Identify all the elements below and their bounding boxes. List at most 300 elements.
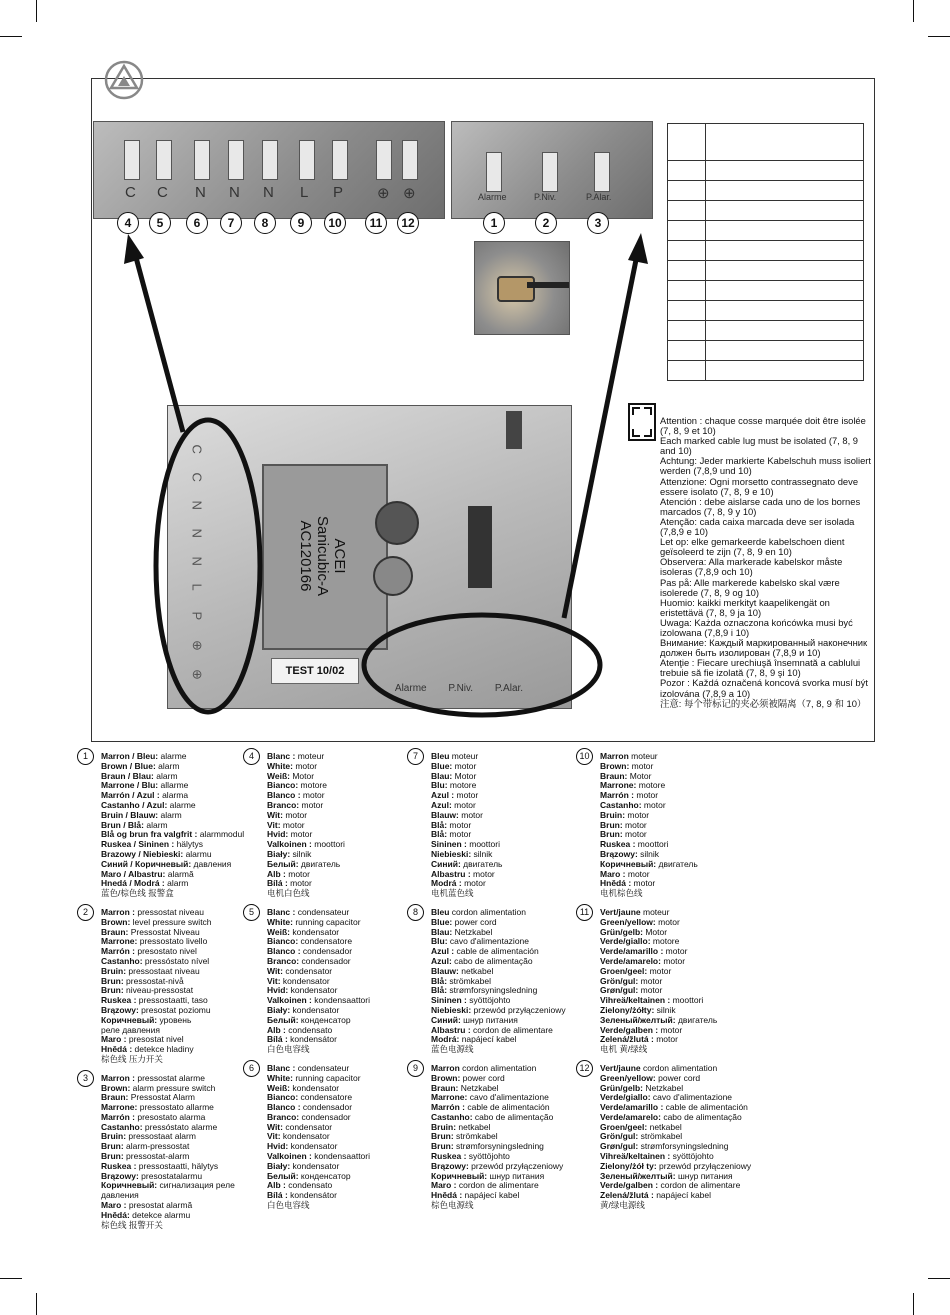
legend-desc: шнур питания (675, 1170, 733, 1181)
legend-desc: Motor (289, 770, 315, 781)
legend-item (413, 908, 583, 1055)
legend-desc: motor (622, 819, 647, 830)
legend-desc: strömkabel (453, 1131, 498, 1142)
legend-desc: motor (638, 985, 663, 996)
legend-desc: cabo de alimentação (472, 1111, 554, 1122)
legend-desc: cordon alimentation (449, 906, 526, 917)
isolation-warning-icon (628, 403, 656, 441)
legend-term: Blanc : (267, 906, 296, 917)
terminal-label: C (157, 184, 168, 201)
legend-desc: cordon de alimentare (658, 1180, 741, 1191)
warning-line: Huomio: kaikki merkityt kaapelikengät on eristettävä (7, 8, 9 ja 10) (660, 596, 830, 618)
legend-desc: kondensator (290, 1160, 340, 1171)
legend-desc: motor (663, 946, 688, 957)
legend-desc: moteur (449, 751, 479, 761)
legend-term: Hvid: (267, 829, 289, 840)
legend-term: Ruskea : (600, 839, 636, 850)
legend-desc: alarm (164, 878, 189, 889)
legend-term: Vihreä/keltainen : (600, 1151, 671, 1162)
corner-mark (644, 429, 652, 437)
legend-desc: kondensaattori (311, 1151, 370, 1162)
legend-desc: двигатель (460, 858, 503, 869)
legend-number: 5 (243, 904, 260, 921)
legend-desc: condensador (299, 1111, 351, 1122)
terminal-number: 8 (254, 212, 276, 234)
legend-term: Grün/gelb: (600, 926, 643, 937)
legend-desc: condensato (285, 1180, 333, 1191)
legend-desc: motor (631, 878, 656, 889)
legend-line (600, 889, 752, 899)
warning-line: Atención : debe aislarse cada uno de los bornes marcados (7, 8, 9 y 10) (660, 495, 861, 517)
legend-desc: pressostato allarme (137, 1102, 214, 1113)
legend-term: Brązowy: (600, 848, 638, 859)
legend-desc: Pressostat Niveau (128, 926, 200, 937)
legend-column-1 (83, 752, 253, 1239)
terminal-number: 12 (397, 212, 419, 234)
legend-desc: 电机白色线 (267, 888, 310, 899)
warning-line: Each marked cable lug must be isolated (7, 8, 9 and 10) (660, 435, 859, 457)
legend-term: Valkoinen : (267, 995, 312, 1006)
legend-term: Castanho: (101, 1121, 143, 1132)
legend-term: Modrá: (431, 1034, 460, 1045)
legend-term: Verde/galben : (600, 1180, 659, 1191)
legend-desc: motor (641, 799, 666, 810)
arrow-head-left (124, 234, 144, 264)
legend-term: Blanco : (267, 946, 301, 957)
legend-number: 8 (407, 904, 424, 921)
terminal-number: 5 (149, 212, 171, 234)
legend-term: Brun: (101, 975, 124, 986)
legend-desc: motor (660, 955, 686, 966)
board-terminal-label: N (189, 500, 205, 510)
legend-term: Biały: (267, 848, 291, 859)
legend-desc: alarm (153, 770, 178, 781)
legend-line (267, 1045, 419, 1055)
crop-mark (913, 1293, 914, 1315)
legend-desc: silnik (290, 848, 312, 859)
legend-desc: motor (625, 868, 650, 879)
legend-number: 3 (77, 1070, 94, 1087)
legend-term: Azul: (431, 799, 452, 810)
legend-term: Biały: (267, 1160, 291, 1171)
legend-term: Niebieski: (431, 848, 472, 859)
legend-desc: syöttöjohto (466, 995, 511, 1006)
callout-ellipse-right (364, 615, 600, 715)
legend-term: Brown: (101, 1082, 131, 1093)
legend-term: Blå: (431, 985, 448, 996)
legend-desc: alarma (159, 790, 189, 801)
transformer-line: ACEI (331, 538, 349, 574)
board-terminal-label: ⊕ (190, 640, 205, 652)
legend-term: Blue: (431, 916, 453, 927)
legend-term: White: (267, 760, 293, 771)
legend-desc: moteur (295, 751, 325, 761)
legend-term: Bleu (431, 906, 450, 917)
terminal-number: 6 (186, 212, 208, 234)
legend-desc: motor (625, 809, 650, 820)
terminal-label: C (125, 184, 136, 201)
legend-term: Blå: (431, 819, 448, 830)
legend-term: Azul : (431, 790, 455, 801)
warning-line: Pozor : Každá označená koncová svorka musí být izolována (7,8,9 a 10) (660, 677, 868, 699)
legend-desc: pressostaat niveau (126, 965, 200, 976)
legend-desc: motor (653, 1034, 678, 1045)
legend-desc: motor (622, 829, 647, 840)
legend-desc: Netzkabel (458, 1082, 499, 1093)
legend-term: Blå: (431, 829, 448, 840)
legend-desc: 电机蓝色线 (431, 888, 474, 899)
legend-term: Белый: (267, 1170, 299, 1181)
legend-desc: alarmmodul (197, 829, 245, 840)
legend-term: Zelená/žlutá : (600, 1190, 654, 1201)
board-terminal-label: C (189, 444, 205, 454)
terminal-number: 10 (324, 212, 346, 234)
legend-term: Зеленый/желтый: (600, 1014, 676, 1025)
crop-mark (0, 1278, 22, 1279)
legend-term: Maro / Albastru: (101, 868, 166, 879)
legend-term: Зеленый/желтый: (600, 1170, 676, 1181)
terminal-label: P.Alar. (586, 192, 612, 202)
legend-desc: motor (454, 790, 479, 801)
legend-term: Blanco : (267, 1102, 301, 1113)
legend-term: Bílá : (267, 1190, 288, 1201)
legend-desc: netkabel (456, 1121, 491, 1132)
legend-term: Zelená/žlutá : (600, 1034, 654, 1045)
legend-desc: level pressure switch (130, 916, 212, 927)
legend-desc: allarme (158, 780, 189, 791)
legend-term: Marrone: (431, 1092, 468, 1103)
legend-desc: pressostat-alarm (123, 1151, 190, 1162)
legend-desc: motor (282, 809, 308, 820)
legend-desc: presostat poziomu (138, 1004, 211, 1015)
legend-term: Zielony/żółty: (600, 1004, 655, 1015)
terminal-label: ⊕ (377, 185, 390, 202)
legend-desc: power cord (452, 916, 497, 927)
legend-term: Albastru : (431, 1024, 471, 1035)
legend-desc: конденсатор (298, 1170, 351, 1181)
legend-term: Braun: (600, 770, 628, 781)
legend-desc: конденсатор (298, 1014, 351, 1025)
legend-desc: silnik (654, 1004, 676, 1015)
legend-term: Vit: (267, 1131, 281, 1142)
legend-desc: power cord (460, 1072, 505, 1083)
legend-desc: 蓝色电源线 (431, 1044, 474, 1055)
legend-desc: 白色电容线 (267, 1200, 310, 1211)
legend-desc: napájecí kabel (653, 1190, 712, 1201)
legend-desc: cordon alimentation (459, 1062, 537, 1073)
legend-term: Brun: (600, 819, 623, 830)
legend-desc: condensador (299, 955, 351, 966)
legend-term: Castanho: (431, 1111, 473, 1122)
legend-desc: cavo d'alimentazione (467, 1092, 549, 1103)
terminal-label: L (300, 184, 309, 201)
legend-desc: condensator (282, 965, 333, 976)
legend-desc: presostato alarma (135, 1111, 206, 1122)
legend-term: Maro : (101, 1034, 127, 1045)
legend-desc: 电机棕色线 (600, 888, 643, 899)
terminal-number: 7 (220, 212, 242, 234)
corner-mark (632, 429, 640, 437)
legend-term: Marron : (101, 1072, 135, 1083)
legend-term: Blu: (431, 936, 448, 947)
legend-desc: strømforsyningsledning (453, 1141, 544, 1152)
warning-line: Atenção: cada caixa marcada deve ser isolada (7,8,9 e 10) (660, 515, 855, 538)
legend-term: Brun: (431, 1141, 454, 1152)
legend-desc: syöttöjohto (466, 1151, 510, 1162)
legend-term: Blå: (431, 975, 448, 986)
legend-desc: motor (292, 760, 318, 771)
legend-term: Green/yellow: (600, 1072, 656, 1083)
legend-term: Brun / Blå: (101, 819, 144, 830)
legend-desc: moteur (640, 906, 670, 917)
legend-desc: motor (461, 878, 486, 889)
legend-term: Groen/geel: (600, 965, 648, 976)
legend-item (579, 751, 752, 899)
legend-desc: motor (287, 878, 312, 889)
legend-term: Branco: (267, 955, 300, 966)
legend-desc: alarm (155, 760, 180, 771)
legend-term: Белый: (267, 1014, 299, 1025)
legend-desc: kondensator (288, 985, 338, 996)
legend-desc: pressostato livello (137, 936, 208, 947)
legend-desc: motor (285, 868, 310, 879)
legend-term: Bruin: (101, 965, 127, 976)
legend-term: Verde/amarillo : (600, 946, 664, 957)
legend-term: Blanc : (267, 751, 296, 761)
legend-term: Wit: (267, 1121, 283, 1132)
legend-term: Blue: (431, 760, 453, 771)
legend-desc: шнур питания (487, 1170, 545, 1181)
legend-desc: motor (299, 799, 324, 810)
legend-term: Blå og brun fra valgfrit : (101, 829, 198, 840)
legend-desc: motor (447, 819, 472, 830)
legend-item (249, 908, 419, 1055)
legend-desc: сигнализация реле (157, 1180, 235, 1191)
legend-number: 9 (407, 1060, 424, 1077)
legend-term: Albastru : (431, 868, 471, 879)
legend-term: Marrone: (600, 780, 637, 791)
legend-term: Hnědá : (600, 878, 632, 889)
legend-desc: cordon alimentation (640, 1062, 718, 1073)
callout-arrow-right (564, 250, 638, 618)
legend-term: Bílá : (267, 1034, 288, 1045)
legend-desc: syöttöjohto (670, 1151, 714, 1162)
legend-desc: kondensator (280, 975, 330, 986)
legend-number: 12 (576, 1060, 593, 1077)
legend-term: Niebieski: (431, 1004, 472, 1015)
legend-desc: motor (452, 760, 477, 771)
terminal-number: 1 (483, 212, 505, 234)
legend-term: Valkoinen : (267, 839, 312, 850)
legend-desc: pressostat alarme (135, 1072, 205, 1083)
legend-desc: pressostat niveau (135, 906, 204, 917)
legend-number: 6 (243, 1060, 260, 1077)
legend-desc: alarmu (183, 848, 212, 859)
legend-desc: давления (191, 858, 232, 869)
legend-item (83, 908, 253, 1065)
legend-term: Marron (600, 751, 629, 761)
isolation-warning-text (660, 416, 875, 709)
legend-term: Brązowy: (431, 1160, 469, 1171)
legend-desc: moottori (670, 995, 704, 1006)
legend-term: Castanho: (101, 955, 143, 966)
legend-desc: condensateur (295, 906, 350, 917)
legend-term: Bleu (431, 751, 450, 761)
legend-desc: 棕色线 报警开关 (101, 1219, 163, 1230)
legend-term: Brun: (101, 1141, 124, 1152)
legend-desc: motor (634, 790, 659, 801)
legend-desc: moteur (628, 751, 658, 761)
legend-term: Hvid: (267, 1141, 289, 1152)
terminal-number: 11 (365, 212, 387, 234)
legend-term: Wit: (267, 809, 283, 820)
legend-desc: motor (280, 819, 305, 830)
legend-line (267, 889, 419, 899)
legend-term: Maro : (431, 1180, 457, 1191)
legend-desc: motore (650, 936, 680, 947)
legend-term: Blanco : (267, 790, 301, 801)
corner-mark (644, 407, 652, 415)
legend-desc: Pressostat Alarm (128, 1092, 195, 1103)
legend-desc: kondensaattori (311, 995, 370, 1006)
legend-term: Branco: (267, 799, 300, 810)
legend-term: Alb : (267, 1180, 286, 1191)
terminal-label: P.Niv. (534, 192, 557, 202)
warning-line: 注意: 每个带标记的夹必须被隔离（7, 8, 9 和 10） (660, 697, 867, 709)
legend-term: Marrone: (101, 936, 138, 947)
legend-term: Коричневый: (101, 1180, 158, 1191)
legend-desc: strømforsyningsledning (447, 985, 538, 996)
legend-term: Коричневый: (600, 858, 657, 869)
legend-term: Verde/galben : (600, 1024, 659, 1035)
legend-desc: cable de alimentación (663, 1102, 748, 1113)
board-terminal-label: P (189, 611, 205, 621)
legend-term: Ruskea : (101, 995, 137, 1006)
legend-number: 2 (77, 904, 94, 921)
legend-desc: pressostaatti, hälytys (136, 1160, 219, 1171)
legend-desc: przewód przyłączeniowy (468, 1160, 564, 1171)
legend-term: Marrón : (101, 946, 135, 957)
legend-desc: реле давления (101, 1024, 160, 1035)
legend-term: Blanc : (267, 1062, 296, 1073)
legend-desc: motor (447, 829, 472, 840)
legend-term: Alb : (267, 868, 286, 879)
corner-mark (632, 407, 640, 415)
legend-desc: двигатель (656, 858, 698, 869)
legend-desc: detekce hladiny (132, 1044, 194, 1055)
legend-term: Синий: (431, 1014, 461, 1025)
legend-desc: motor (647, 965, 672, 976)
legend-desc: cabo de alimentação (451, 955, 533, 966)
legend-term: Marrón / Azul : (101, 790, 160, 801)
legend-column-2 (249, 752, 419, 1220)
legend-desc: moottori (311, 839, 345, 850)
legend-term: Grön/gul: (600, 975, 639, 986)
legend-desc: condensateur (295, 1062, 350, 1073)
legend-desc: Motor (452, 770, 477, 781)
legend-term: Grøn/gul: (600, 1141, 639, 1152)
warning-line: Attention : chaque cosse marquée doit être isolée (7, 8, 9 et 10) (660, 415, 866, 437)
legend-term: Синий / Коричневый: (101, 858, 192, 869)
legend-desc: cordon de alimentare (470, 1024, 553, 1035)
legend-term: Verde/amarillo : (600, 1102, 664, 1113)
legend-term: Biały: (267, 1004, 291, 1015)
legend-term: Vit: (267, 819, 281, 830)
legend-number: 7 (407, 748, 424, 765)
legend-term: Azul : (431, 946, 455, 957)
legend-line (600, 1201, 752, 1211)
legend-term: Braun: (431, 1082, 459, 1093)
legend-desc: presostato nivel (135, 946, 197, 957)
legend-term: Marron : (101, 906, 135, 917)
legend-desc: motor (470, 868, 495, 879)
legend-desc: alarm-pressostat (123, 1141, 190, 1152)
legend-desc: power cord (655, 1072, 701, 1083)
legend-term: Verde/amarelo: (600, 955, 661, 966)
legend-term: Marron (431, 1062, 460, 1073)
legend-desc: condensator (282, 1121, 333, 1132)
legend-desc: motore (636, 780, 666, 791)
terminal-label: Alarme (478, 192, 507, 202)
legend-term: Синий: (431, 858, 461, 869)
legend-desc: pressostaat alarm (126, 1131, 196, 1142)
legend-desc: motore (298, 780, 327, 791)
legend-desc: alarme (158, 751, 187, 761)
legend-term: Blau: (431, 770, 453, 781)
legend-term: Brown: (431, 1072, 461, 1083)
terminal-number: 9 (290, 212, 312, 234)
board-terminal-label: L (189, 583, 205, 592)
legend-desc: kondensator (289, 926, 340, 937)
legend-term: Hvid: (267, 985, 289, 996)
legend-desc: condensato (285, 1024, 333, 1035)
legend-desc: alarm pressure switch (130, 1082, 216, 1093)
legend-term: Bianco: (267, 1092, 299, 1103)
legend-term: Castanho / Azul: (101, 799, 168, 810)
legend-term: Vert/jaune (600, 1062, 641, 1073)
legend-term: Brun: (101, 985, 124, 996)
legend-term: Blu: (431, 780, 448, 791)
terminal-label: N (263, 184, 274, 201)
legend-term: Marrón : (101, 1111, 135, 1122)
legend-term: Weiß: (267, 770, 290, 781)
legend-desc: Motor (627, 770, 652, 781)
legend-term: Blau: (431, 926, 453, 937)
legend-number: 4 (243, 748, 260, 765)
legend-term: Valkoinen : (267, 1151, 312, 1162)
legend-line (101, 1055, 253, 1065)
legend-term: Brązowy: (101, 1004, 139, 1015)
legend-term: Green/yellow: (600, 916, 656, 927)
callout-ellipse-left (156, 420, 260, 712)
legend-item (579, 1062, 752, 1211)
legend-desc: cavo d'alimentazione (447, 936, 530, 947)
legend-term: Verde/amarelo: (600, 1111, 661, 1122)
legend-desc: niveau-pressostat (123, 985, 194, 996)
legend-desc: kondensator (289, 1082, 340, 1093)
legend-term: Alb : (267, 1024, 286, 1035)
warning-line: Pas på: Alle markerede kabelsko skal være isolerede (7, 8, 9 og 10) (660, 576, 840, 598)
legend-desc: kondensator (290, 1004, 340, 1015)
legend-desc: hälytys (174, 839, 204, 850)
legend-desc: przewód przyłączeniowy (471, 1004, 566, 1015)
board-terminal-label: ⊕ (190, 669, 205, 680)
legend-term: Maro : (600, 868, 626, 879)
legend-term: Vihreä/keltainen : (600, 995, 671, 1006)
legend-term: Hnědá: (101, 1209, 130, 1220)
legend-desc: motor (451, 799, 476, 810)
legend-term: Bílá : (267, 878, 288, 889)
